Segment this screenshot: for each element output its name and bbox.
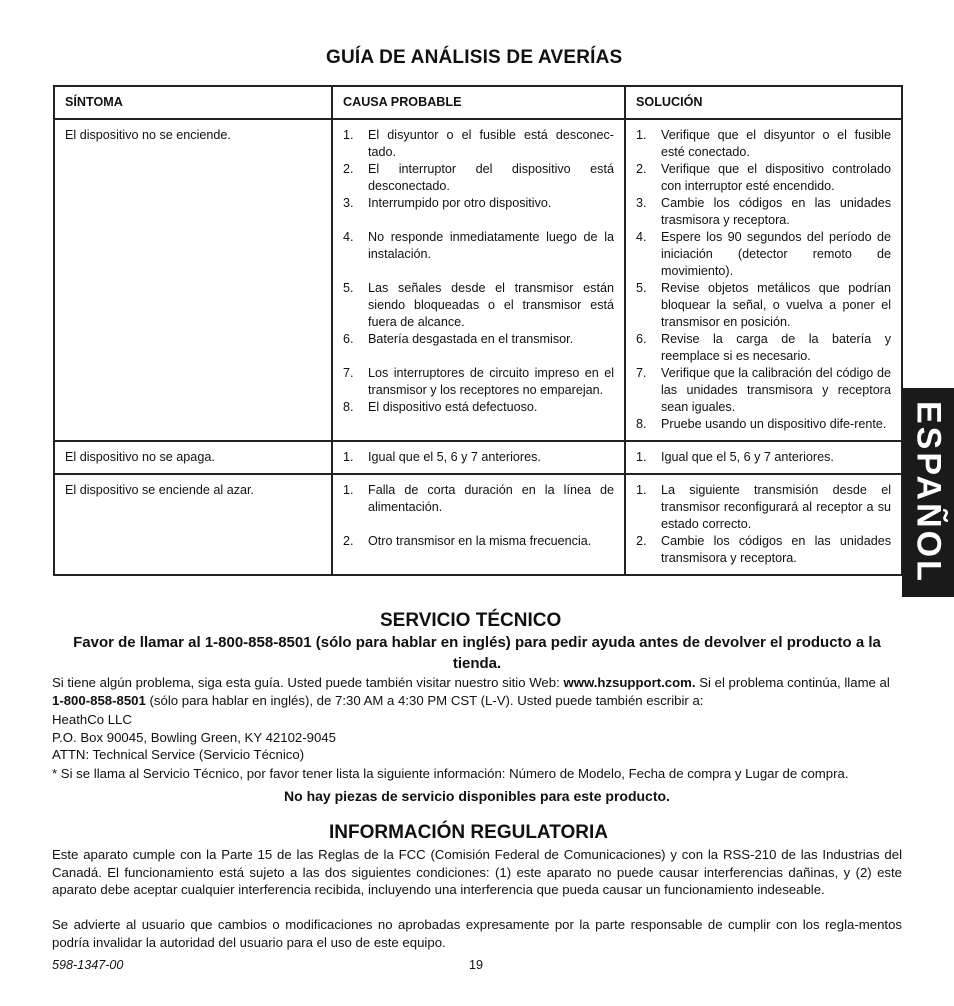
- item-number: 1.: [636, 128, 647, 142]
- item-text: Verifique que el dispositivo controlado con interruptor esté encendido.: [661, 162, 891, 193]
- cause-cell: [332, 474, 625, 575]
- item-number: 2.: [343, 162, 354, 176]
- list-item: [343, 195, 614, 212]
- troubleshooting-table: [53, 85, 903, 576]
- list-item: [636, 365, 891, 416]
- list-item: [636, 449, 891, 466]
- item-number: 5.: [636, 281, 647, 295]
- symptom-text: El dispositivo se enciende al azar.: [65, 483, 255, 497]
- table-row: [54, 441, 902, 474]
- solution-list: [636, 482, 891, 567]
- language-tab: [902, 388, 954, 597]
- list-item: [343, 365, 614, 399]
- item-text: Las señales desde el transmisor están siendo bloqueadas o el transmisor está fuera de alcance.: [368, 281, 614, 329]
- document-number: 598-1347-00: [52, 958, 124, 972]
- solution-cell: [625, 119, 902, 441]
- item-number: 1.: [343, 128, 354, 142]
- service-address: [52, 711, 902, 764]
- header-cause: CAUSA PROBABLE: [332, 86, 625, 119]
- item-number: 1.: [343, 450, 354, 464]
- item-text: Verifique que la calibración del código de las unidades transmisora y receptora sean iguales.: [661, 366, 891, 414]
- list-item: [343, 399, 614, 416]
- list-item: [636, 331, 891, 365]
- item-number: 1.: [636, 483, 647, 497]
- header-symptom: SÍNTOMA: [54, 86, 332, 119]
- list-item: [343, 161, 614, 195]
- service-text-1: Si tiene algún problema, siga esta guía. Usted puede también visitar nuestro sitio Web:: [52, 675, 564, 690]
- page-number: 19: [469, 958, 484, 972]
- item-text: Verifique que el disyuntor o el fusible esté conectado.: [661, 128, 891, 159]
- solution-list: [636, 449, 891, 466]
- cause-list: [343, 482, 614, 550]
- symptom-text: El dispositivo no se apaga.: [65, 450, 215, 464]
- solution-cell: [625, 474, 902, 575]
- list-item: [636, 195, 891, 229]
- item-text: La siguiente transmisión desde el transmisor reconfigurará al receptor a su estado correcto.: [661, 483, 891, 531]
- item-number: 1.: [343, 483, 354, 497]
- cause-list: [343, 127, 614, 416]
- item-number: 5.: [343, 281, 354, 295]
- list-item: [343, 280, 614, 331]
- cause-list: [343, 449, 614, 466]
- list-item: [343, 449, 614, 466]
- service-text-2: Si el problema continúa, llame al: [695, 675, 890, 690]
- list-item: [343, 229, 614, 263]
- item-text: Igual que el 5, 6 y 7 anteriores.: [661, 450, 834, 464]
- item-number: 4.: [343, 230, 354, 244]
- list-item: [343, 533, 614, 550]
- language-tab-label: ESPAÑOL: [909, 401, 948, 584]
- list-item: [636, 416, 891, 433]
- table-row: [54, 119, 902, 441]
- service-title: SERVICIO TÉCNICO: [380, 610, 562, 631]
- address-line: HeathCo LLC: [52, 712, 132, 727]
- cause-cell: [332, 119, 625, 441]
- regulatory-paragraph-1: Este aparato cumple con la Parte 15 de las Reglas de la FCC (Comisión Federal de Comunicaciones) y con la RSS-210 de las Industrias del Canadá. El funcionamiento está sujeto a las dos siguientes condiciones: (1) este aparato no puede causar interferencias dañinas, y (2) este aparato debe aceptar cualquier interferencia recibida, incluyendo una interferencia que pueda causar un funcionamiento indeseable.: [52, 847, 902, 897]
- item-text: No responde inmediatamente luego de la instalación.: [368, 230, 614, 261]
- symptom-cell: [54, 119, 332, 441]
- item-number: 1.: [636, 450, 647, 464]
- item-text: Igual que el 5, 6 y 7 anteriores.: [368, 450, 541, 464]
- header-solution: SOLUCIÓN: [625, 86, 902, 119]
- cause-cell: [332, 441, 625, 474]
- regulatory-paragraph-2: Se advierte al usuario que cambios o modificaciones no aprobadas expresamente por la parte responsable de cumplir con los regla-mentos podría invalidar la autoridad del usuario para el uso de este equipo.: [52, 917, 902, 950]
- item-number: 6.: [636, 332, 647, 346]
- list-item: [343, 331, 614, 348]
- no-parts-notice: No hay piezas de servicio disponibles para este producto.: [284, 788, 670, 804]
- item-text: Los interruptores de circuito impreso en el transmisor y los receptores no emparejan.: [368, 366, 614, 397]
- address-line: P.O. Box 90045, Bowling Green, KY 42102-9045: [52, 729, 336, 745]
- item-number: 8.: [343, 400, 354, 414]
- troubleshooting-title: GUÍA DE ANÁLISIS DE AVERÍAS: [326, 47, 623, 68]
- item-text: Espere los 90 segundos del período de iniciación (detector remoto de movimiento).: [661, 230, 891, 278]
- address-line: ATTN: Technical Service (Servicio Técnico): [52, 747, 305, 762]
- list-item: [636, 482, 891, 533]
- support-phone: 1-800-858-8501: [52, 692, 146, 708]
- symptom-cell: [54, 474, 332, 575]
- item-number: 2.: [343, 534, 354, 548]
- symptom-text: El dispositivo no se enciende.: [65, 128, 231, 142]
- item-number: 8.: [636, 417, 647, 431]
- solution-list: [636, 127, 891, 433]
- item-text: Pruebe usando un dispositivo dife-rente.: [661, 417, 887, 431]
- item-text: Falla de corta duración en la línea de alimentación.: [368, 483, 614, 514]
- item-number: 6.: [343, 332, 354, 346]
- list-item: [636, 280, 891, 331]
- service-note: * Si se llama al Servicio Técnico, por favor tener lista la siguiente información: Número de Modelo, Fecha de compra y Lugar de compra.: [52, 766, 849, 781]
- regulatory-title: INFORMACIÓN REGULATORIA: [329, 822, 609, 843]
- item-text: El disyuntor o el fusible está desconec-tado.: [368, 128, 614, 159]
- item-number: 7.: [343, 366, 354, 380]
- item-number: 2.: [636, 534, 647, 548]
- service-text-3: (sólo para hablar en inglés), de 7:30 AM a 4:30 PM CST (L-V). Usted puede también escribir a:: [145, 692, 704, 708]
- item-text: Batería desgastada en el transmisor.: [368, 332, 574, 346]
- symptom-cell: [54, 441, 332, 474]
- support-website: www.hzsupport.com.: [563, 675, 696, 690]
- item-number: 4.: [636, 230, 647, 244]
- item-number: 3.: [343, 196, 354, 210]
- list-item: [343, 127, 614, 161]
- list-item: [636, 229, 891, 280]
- item-text: Cambie los códigos en las unidades trasmisora y receptora.: [661, 196, 891, 227]
- table-row: [54, 474, 902, 575]
- list-item: [636, 533, 891, 567]
- item-text: Cambie los códigos en las unidades transmisora y receptora.: [661, 534, 891, 565]
- solution-cell: [625, 441, 902, 474]
- item-text: Otro transmisor en la misma frecuencia.: [368, 534, 592, 548]
- list-item: [636, 161, 891, 195]
- list-item: [636, 127, 891, 161]
- item-text: Revise objetos metálicos que podrían bloquear la señal, o vuelva a poner el transmisor en posición.: [661, 281, 891, 329]
- item-text: Interrumpido por otro dispositivo.: [368, 196, 552, 210]
- item-number: 7.: [636, 366, 647, 380]
- item-number: 3.: [636, 196, 647, 210]
- list-item: [343, 482, 614, 516]
- service-call-notice: Favor de llamar al 1-800-858-8501 (sólo para hablar en inglés) para pedir ayuda antes de devolver el producto a la tienda.: [73, 634, 881, 672]
- item-text: El interruptor del dispositivo está desconectado.: [368, 162, 614, 193]
- item-number: 2.: [636, 162, 647, 176]
- item-text: El dispositivo está defectuoso.: [368, 400, 538, 414]
- service-paragraph: [52, 674, 902, 709]
- item-text: Revise la carga de la batería y reemplace si es necesario.: [661, 332, 891, 363]
- table-header-row: [54, 86, 902, 119]
